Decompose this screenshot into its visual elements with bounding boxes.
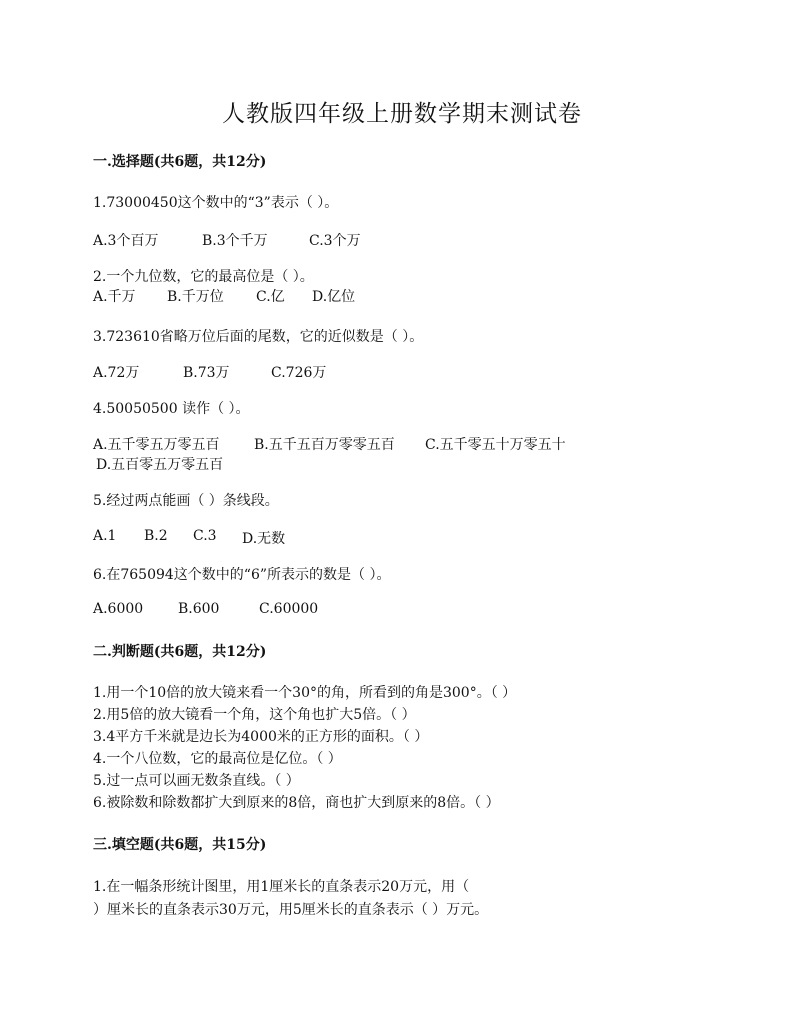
true-false-item: 6.被除数和除数都扩大到原来的8倍，商也扩大到原来的8倍。（ ） [93,795,500,811]
true-false-item: 1.用一个10倍的放大镜来看一个30°的角，所看到的角是300°。（ ） [93,685,517,701]
option: B.600 [178,601,220,617]
option: C.五千零五十万零五十 [425,437,566,453]
option: A.1 [93,528,117,544]
option: D.亿位 [312,289,356,305]
question-stem: 2.一个九位数，它的最高位是（ ）。 [93,269,314,285]
question-stem: 6.在765094这个数中的“6”所表示的数是（ ）。 [93,567,391,583]
true-false-item: 3.4平方千米就是边长为4000米的正方形的面积。（ ） [93,729,429,745]
true-false-item: 5.过一点可以画无数条直线。（ ） [93,773,300,789]
option: C.亿 [256,289,285,305]
option: A.72万 [93,365,140,381]
question-stem: 1.73000450这个数中的“3”表示（ ）。 [93,195,339,211]
option: A.3个百万 [93,233,159,249]
option: C.3 [193,528,217,544]
question-stem: 4.50050500 读作（ ）。 [93,401,250,417]
fill-blank-item: 1.在一幅条形统计图里，用1厘米长的直条表示20万元，用（ [93,879,470,895]
option: A.6000 [93,601,144,617]
option: B.五千五百万零零五百 [254,437,395,453]
option: A.五千零五万零五百 [93,437,220,453]
section-heading-true-false: 二.判断题(共6题，共12分) [93,644,267,660]
option: B.千万位 [167,289,224,305]
option: C.3个万 [309,233,361,249]
true-false-item: 2.用5倍的放大镜看一个角，这个角也扩大5倍。（ ） [93,707,416,723]
question-stem: 3.723610省略万位后面的尾数，它的近似数是（ ）。 [93,329,424,345]
section-heading-fill-blank: 三.填空题(共6题，共15分) [93,837,267,853]
option: B.2 [144,528,168,544]
option: C.726万 [271,365,327,381]
true-false-item: 4.一个八位数，它的最高位是亿位。（ ） [93,751,342,767]
option: C.60000 [259,601,319,617]
page-title: 人教版四年级上册数学期末测试卷 [222,101,582,127]
question-stem: 5.经过两点能画（ ）条线段。 [93,493,279,509]
section-heading-choice: 一.选择题(共6题，共12分) [93,154,267,170]
option: B.73万 [183,365,230,381]
option: D.五百零五万零五百 [96,457,224,473]
option: A.千万 [93,289,136,305]
fill-blank-item-continued: ）厘米长的直条表示30万元，用5厘米长的直条表示（ ）万元。 [93,902,489,918]
option: B.3个千万 [202,233,268,249]
option: D.无数 [242,531,286,547]
